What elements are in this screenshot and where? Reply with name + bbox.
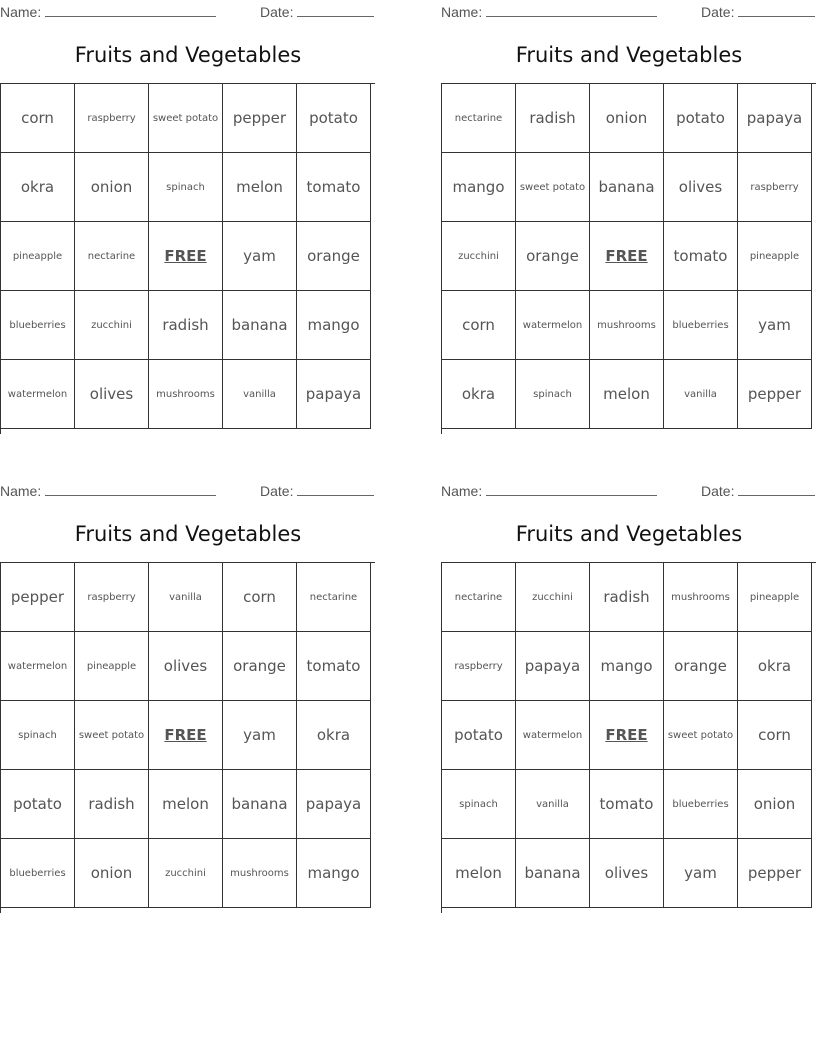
- bingo-cell[interactable]: raspberry: [442, 632, 516, 701]
- bingo-cell[interactable]: vanilla: [516, 770, 590, 839]
- bingo-cell[interactable]: pepper: [1, 563, 75, 632]
- bingo-cell[interactable]: okra: [297, 701, 371, 770]
- bingo-cell[interactable]: potato: [664, 84, 738, 153]
- bingo-cell[interactable]: yam: [223, 701, 297, 770]
- name-label: Name:: [0, 4, 42, 20]
- bingo-cell[interactable]: mushrooms: [590, 291, 664, 360]
- bingo-cell[interactable]: watermelon: [1, 632, 75, 701]
- free-space-cell[interactable]: FREE: [149, 701, 223, 770]
- date-blank-line[interactable]: [738, 2, 815, 17]
- bingo-cell[interactable]: nectarine: [75, 222, 149, 291]
- bingo-cell[interactable]: pepper: [738, 839, 812, 908]
- bingo-cell[interactable]: tomato: [297, 632, 371, 701]
- bingo-cell[interactable]: yam: [738, 291, 812, 360]
- bingo-cell[interactable]: corn: [738, 701, 812, 770]
- name-blank-line[interactable]: [45, 2, 216, 17]
- bingo-cell[interactable]: orange: [223, 632, 297, 701]
- bingo-cell[interactable]: nectarine: [297, 563, 371, 632]
- name-field[interactable]: [0, 2, 216, 20]
- bingo-cell[interactable]: spinach: [442, 770, 516, 839]
- bingo-cell[interactable]: banana: [223, 770, 297, 839]
- date-field[interactable]: [701, 481, 815, 499]
- bingo-cell[interactable]: tomato: [664, 222, 738, 291]
- card-title: Fruits and Vegetables: [515, 43, 743, 67]
- date-label: Date:: [260, 4, 294, 20]
- bingo-cell[interactable]: radish: [590, 563, 664, 632]
- name-label: Name:: [441, 4, 483, 20]
- bingo-cell[interactable]: zucchini: [516, 563, 590, 632]
- bingo-card: [0, 0, 376, 440]
- bingo-cell[interactable]: potato: [442, 701, 516, 770]
- bingo-cell[interactable]: yam: [664, 839, 738, 908]
- bingo-cell[interactable]: vanilla: [664, 360, 738, 429]
- name-field[interactable]: [441, 2, 657, 20]
- name-field[interactable]: [441, 481, 657, 499]
- bingo-cell[interactable]: corn: [1, 84, 75, 153]
- bingo-grid: [441, 562, 816, 913]
- name-date-row: [0, 481, 376, 499]
- bingo-card: [441, 0, 816, 440]
- bingo-cell[interactable]: radish: [516, 84, 590, 153]
- bingo-cell[interactable]: blueberries: [664, 291, 738, 360]
- date-field[interactable]: [260, 481, 374, 499]
- name-date-row: [0, 2, 376, 20]
- free-space-cell[interactable]: FREE: [149, 222, 223, 291]
- bingo-cell[interactable]: banana: [516, 839, 590, 908]
- bingo-grid: [0, 83, 375, 434]
- bingo-cell[interactable]: banana: [223, 291, 297, 360]
- bingo-cell[interactable]: blueberries: [1, 839, 75, 908]
- bingo-cell[interactable]: olives: [149, 632, 223, 701]
- bingo-cell[interactable]: raspberry: [738, 153, 812, 222]
- bingo-cell[interactable]: onion: [75, 153, 149, 222]
- bingo-cell[interactable]: spinach: [516, 360, 590, 429]
- name-date-row: [441, 2, 816, 20]
- bingo-cell[interactable]: yam: [223, 222, 297, 291]
- bingo-cell[interactable]: blueberries: [664, 770, 738, 839]
- bingo-cell[interactable]: vanilla: [223, 360, 297, 429]
- bingo-cell[interactable]: olives: [590, 839, 664, 908]
- bingo-cell[interactable]: nectarine: [442, 563, 516, 632]
- bingo-cell[interactable]: pineapple: [1, 222, 75, 291]
- bingo-cell[interactable]: pineapple: [738, 222, 812, 291]
- bingo-cell[interactable]: melon: [442, 839, 516, 908]
- bingo-cell[interactable]: corn: [442, 291, 516, 360]
- date-field[interactable]: [260, 2, 374, 20]
- bingo-cell[interactable]: spinach: [1, 701, 75, 770]
- bingo-cell[interactable]: vanilla: [149, 563, 223, 632]
- name-blank-line[interactable]: [486, 481, 657, 496]
- bingo-cell[interactable]: melon: [149, 770, 223, 839]
- bingo-cell[interactable]: sweet potato: [516, 153, 590, 222]
- name-blank-line[interactable]: [45, 481, 216, 496]
- bingo-cell[interactable]: watermelon: [516, 701, 590, 770]
- date-blank-line[interactable]: [738, 481, 815, 496]
- bingo-grid: [441, 83, 816, 434]
- bingo-cell[interactable]: watermelon: [516, 291, 590, 360]
- bingo-cell[interactable]: onion: [590, 84, 664, 153]
- bingo-cell[interactable]: mango: [297, 839, 371, 908]
- bingo-cell[interactable]: radish: [75, 770, 149, 839]
- bingo-cell[interactable]: mushrooms: [664, 563, 738, 632]
- bingo-cell[interactable]: spinach: [149, 153, 223, 222]
- date-field[interactable]: [701, 2, 815, 20]
- bingo-cell[interactable]: tomato: [590, 770, 664, 839]
- bingo-cell[interactable]: potato: [297, 84, 371, 153]
- bingo-cell[interactable]: papaya: [516, 632, 590, 701]
- bingo-cell[interactable]: okra: [738, 632, 812, 701]
- bingo-cell[interactable]: orange: [516, 222, 590, 291]
- name-field[interactable]: [0, 481, 216, 499]
- bingo-cell[interactable]: pepper: [738, 360, 812, 429]
- card-title: Fruits and Vegetables: [74, 522, 302, 546]
- bingo-cell[interactable]: mango: [297, 291, 371, 360]
- name-label: Name:: [0, 483, 42, 499]
- bingo-cell[interactable]: okra: [1, 153, 75, 222]
- bingo-cell[interactable]: sweet potato: [149, 84, 223, 153]
- date-blank-line[interactable]: [297, 2, 374, 17]
- bingo-cell[interactable]: blueberries: [1, 291, 75, 360]
- bingo-cell[interactable]: mango: [442, 153, 516, 222]
- date-blank-line[interactable]: [297, 481, 374, 496]
- bingo-cell[interactable]: radish: [149, 291, 223, 360]
- name-blank-line[interactable]: [486, 2, 657, 17]
- bingo-cell[interactable]: nectarine: [442, 84, 516, 153]
- bingo-cell[interactable]: melon: [223, 153, 297, 222]
- bingo-cell[interactable]: olives: [664, 153, 738, 222]
- free-space-cell[interactable]: FREE: [590, 222, 664, 291]
- bingo-card: [0, 479, 376, 919]
- bingo-cell[interactable]: raspberry: [75, 563, 149, 632]
- bingo-cell[interactable]: corn: [223, 563, 297, 632]
- bingo-cell[interactable]: sweet potato: [664, 701, 738, 770]
- bingo-grid: [0, 562, 375, 913]
- name-label: Name:: [441, 483, 483, 499]
- card-title: Fruits and Vegetables: [515, 522, 743, 546]
- bingo-cell[interactable]: tomato: [297, 153, 371, 222]
- bingo-cell[interactable]: raspberry: [75, 84, 149, 153]
- bingo-cell[interactable]: mushrooms: [149, 360, 223, 429]
- bingo-card: [441, 479, 816, 919]
- bingo-cell[interactable]: sweet potato: [75, 701, 149, 770]
- free-space-cell[interactable]: FREE: [590, 701, 664, 770]
- bingo-cell[interactable]: zucchini: [75, 291, 149, 360]
- bingo-cell[interactable]: potato: [1, 770, 75, 839]
- bingo-cell[interactable]: zucchini: [442, 222, 516, 291]
- bingo-cell[interactable]: banana: [590, 153, 664, 222]
- date-label: Date:: [701, 483, 735, 499]
- bingo-cell[interactable]: watermelon: [1, 360, 75, 429]
- bingo-cell[interactable]: orange: [297, 222, 371, 291]
- card-title: Fruits and Vegetables: [74, 43, 302, 67]
- bingo-cell[interactable]: mango: [590, 632, 664, 701]
- bingo-cell[interactable]: papaya: [297, 770, 371, 839]
- bingo-cell[interactable]: papaya: [738, 84, 812, 153]
- bingo-cell[interactable]: melon: [590, 360, 664, 429]
- date-label: Date:: [701, 4, 735, 20]
- bingo-cell[interactable]: papaya: [297, 360, 371, 429]
- date-label: Date:: [260, 483, 294, 499]
- bingo-cell[interactable]: mushrooms: [223, 839, 297, 908]
- bingo-cell[interactable]: zucchini: [149, 839, 223, 908]
- bingo-cell[interactable]: pineapple: [75, 632, 149, 701]
- bingo-cell[interactable]: onion: [75, 839, 149, 908]
- bingo-cell[interactable]: onion: [738, 770, 812, 839]
- name-date-row: [441, 481, 816, 499]
- bingo-cell[interactable]: okra: [442, 360, 516, 429]
- bingo-cell[interactable]: orange: [664, 632, 738, 701]
- bingo-cell[interactable]: pepper: [223, 84, 297, 153]
- bingo-cell[interactable]: pineapple: [738, 563, 812, 632]
- bingo-cell[interactable]: olives: [75, 360, 149, 429]
